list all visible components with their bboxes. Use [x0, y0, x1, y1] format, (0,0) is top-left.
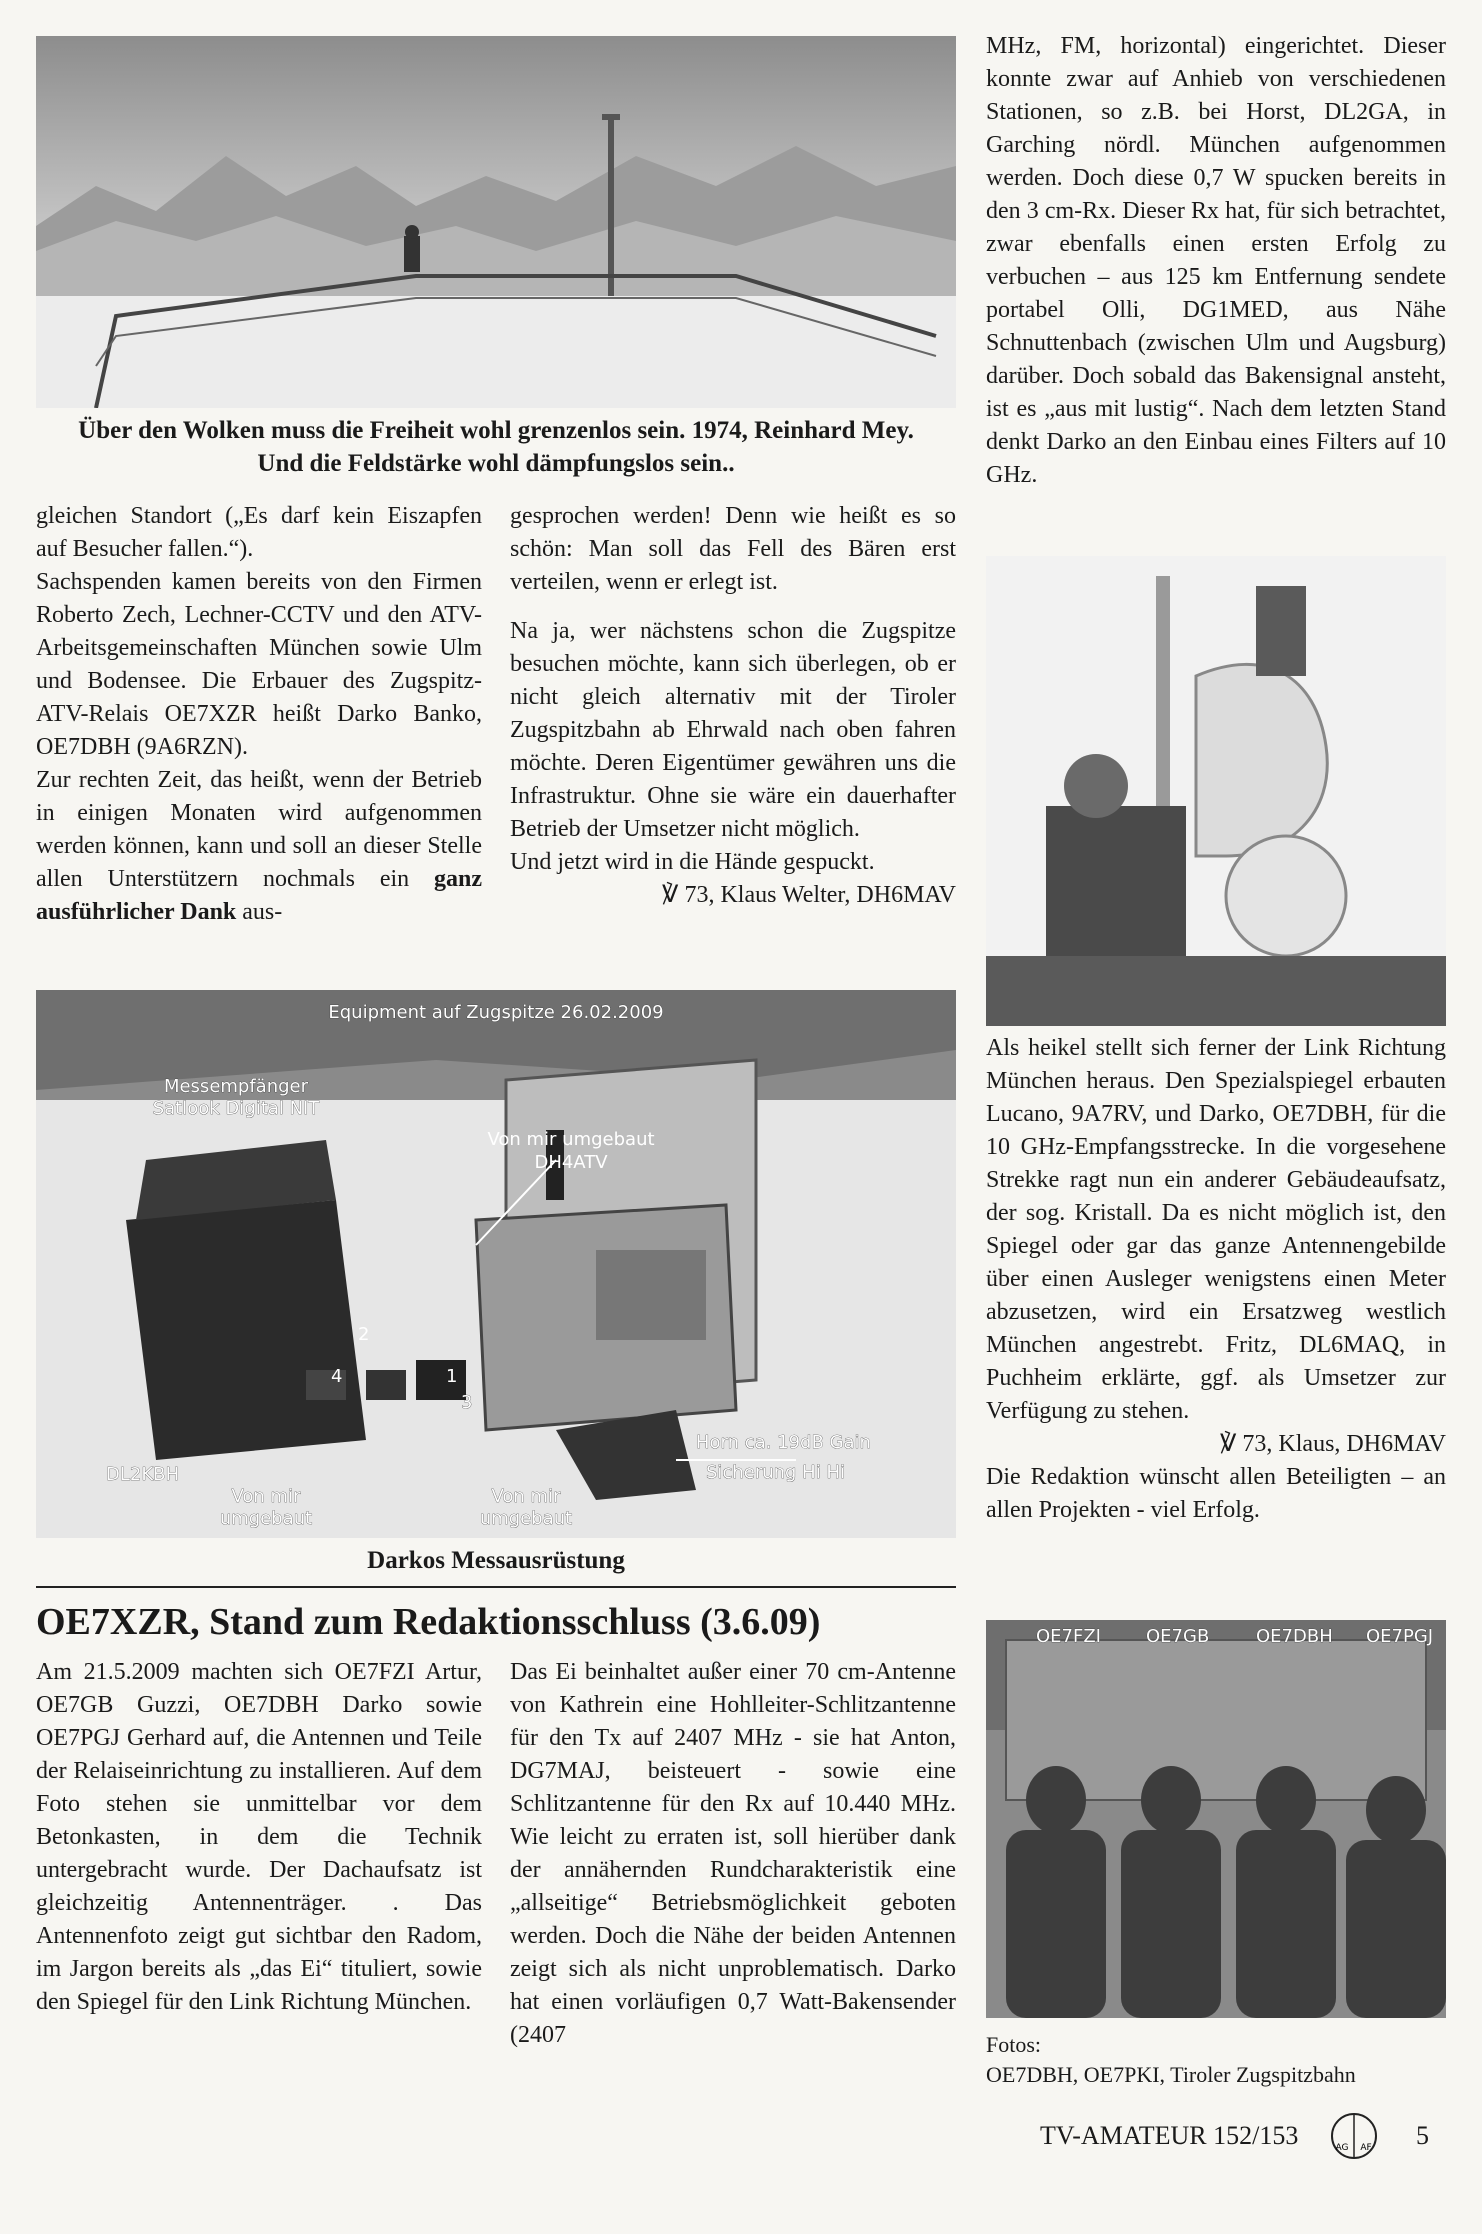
right-paragraph-2: Als heikel stellt sich ferner der Link Richtung München heraus. Den Spezialspiegel erbauten Lucano, 9A7RV, und Darko, OE7DBH, für die 10 GHz-Empfangsstrecke. In die vorgesehene Strekke ragt nun ein anderer Gebäudeaufsatz, der sog. Kristall. Da es nicht möglich ist, den Spiegel oder gar das ganze Antennengebilde über einen Ausleger wenigstens einen Meter abzusetzen, wird ein Ersatzweg westlich München angestrebt. Fritz, DL6MAQ, in Puchheim erklärte, ggf. als Umsetzer zur Verfügung zu stehen.	[986, 1035, 1446, 1424]
overlay-number-1: 1	[446, 1366, 458, 1387]
left-paragraph-3: Zur rechten Zeit, das heißt, wenn der Betrieb in einigen Monaten wird aufgenommen werden können, kann und soll an dieser Stelle allen Unterstützern nochmals ein ganz ausführlicher Dank aus-	[36, 767, 482, 925]
photo-credits	[986, 2030, 1446, 2090]
page-number: 5	[1416, 2121, 1429, 2150]
photo-caption-line2: Und die Feldstärke wohl dämpfungslos sein..	[257, 450, 735, 477]
overlay-number-2: 2	[358, 1324, 370, 1345]
left-paragraph-1: gleichen Standort („Es darf kein Eiszapfen auf Besucher fallen.“).	[36, 503, 482, 562]
agaf-logo	[1330, 2112, 1378, 2160]
mid-signature: ℣ 73, Klaus Welter, DH6MAV	[662, 882, 956, 908]
antenna-photo	[986, 556, 1446, 1026]
right-column-top: MHz, FM, horizontal) eingerichtet. Dieser konnte zwar auf Anhieb von verschiedenen Stationen, so z.B. bei Horst, DL2GA, in Garching nördl. München aufgenommen werden. Doch diese 0,7 W spucken bereits in den 3 cm-Rx. Dieser Rx hat, für sich betrachtet, zwar ebenfalls einen ersten Erfolg zu verbuchen – aus 125 km Entfernung sendete portabel Olli, DG1MED, aus Nähe Schnuttenbach (zwischen Ulm und Augsburg) darüber. Doch sobald das Bakensignal ansteht, ist es „aus mit lustig“. Nach dem letzten Stand denkt Darko an den Einbau eines Filters auf 10 GHz.	[986, 33, 1446, 488]
group-label-3: OE7DBH	[1256, 1626, 1333, 1647]
overlay-callsign: DL2KBH	[106, 1464, 180, 1485]
overlay-number-3: 3	[461, 1392, 473, 1413]
equipment-photo	[36, 990, 956, 1538]
middle-column	[510, 500, 956, 912]
overlay-receiver-2: Satlook Digital NIT	[152, 1098, 320, 1119]
left-paragraph-2: Sachspenden kamen bereits von den Firmen Roberto Zech, Lechner-CCTV und den ATV-Arbeitsgemeinschaften München sowie Ulm und Bodensee. Die Erbauer des Zugspitz-ATV-Relais OE7XZR heißt Darko Banko, OE7DBH (9A6RZN).	[36, 569, 482, 760]
section-heading: OE7XZR, Stand zum Redaktionsschluss (3.6.09)	[36, 1601, 821, 1643]
mid-paragraph-1: gesprochen werden! Denn wie heißt es so schön: Man soll das Fell des Bären erst verteilen, wenn er erlegt ist.	[510, 503, 956, 595]
overlay-modified-1: Von mir umgebaut	[487, 1129, 655, 1150]
left-column	[36, 500, 482, 929]
group-photo	[986, 1620, 1446, 2018]
mid-paragraph-2: Na ja, wer nächstens schon die Zugspitze besuchen möchte, kann sich überlegen, ob er nicht gleich alternativ mit der Tiroler Zugspitzbahn ab Ehrwald nach oben fahren möchte. Deren Eigentümer gewähren uns die Infrastruktur. Ohne sie wäre ein dauerhafter Betrieb der Umsetzer nicht möglich.	[510, 618, 956, 842]
section-left-column: Am 21.5.2009 machten sich OE7FZI Artur, OE7GB Guzzi, OE7DBH Darko sowie OE7PGJ Gerhard auf, die Antennen und Teile der Relaiseinrichtung zu installieren. Auf dem Foto stehen sie unmittelbar vor dem Betonkasten, in dem die Technik untergebracht wurde. Der Dachaufsatz ist gleichzeitig Antennenträger. . Das Antennenfoto zeigt gut sichtbar den Radom, im Jargon bereits als „das Ei“ tituliert, sowie den Spiegel für den Link Richtung München.	[36, 1659, 482, 2015]
overlay-number-4: 4	[331, 1366, 343, 1387]
group-label-1: OE7FZI	[1036, 1626, 1101, 1647]
credits-names: OE7DBH, OE7PKI, Tiroler Zugspitzbahn	[986, 2062, 1356, 2087]
overlay-horn: Horn ca. 19dB Gain	[696, 1432, 871, 1453]
right-paragraph-3: Die Redaktion wünscht allen Beteiligten – an allen Projekten - viel Erfolg.	[986, 1464, 1446, 1523]
logo-text-af: AF	[1360, 2143, 1372, 2153]
overlay-vonmir-a1: Von mir	[231, 1486, 301, 1507]
right-column-middle	[986, 1032, 1446, 1527]
equipment-caption: Darkos Messausrüstung	[367, 1547, 625, 1574]
mid-paragraph-3: Und jetzt wird in die Hände gespuckt.	[510, 849, 875, 875]
group-label-4: OE7PGJ	[1366, 1626, 1434, 1647]
overlay-modified-2: DH4ATV	[534, 1152, 608, 1173]
logo-text-ag: AG	[1335, 2143, 1349, 2153]
mountain-photo	[36, 36, 956, 408]
photo-caption-line1: Über den Wolken muss die Freiheit wohl grenzenlos sein. 1974, Reinhard Mey.	[78, 417, 914, 444]
overlay-vonmir-b2: umgebaut	[479, 1508, 573, 1529]
overlay-fuse: Sicherung Hi Hi	[706, 1462, 845, 1483]
overlay-receiver-1: Messempfänger	[163, 1076, 309, 1097]
credits-label: Fotos:	[986, 2032, 1042, 2057]
section-middle-column: Das Ei beinhaltet außer einer 70 cm-Antenne von Kathrein eine Hohlleiter-Schlitzantenne für den Tx auf 2407 MHz - sie hat Anton, DG7MAJ, beisteuert - sowie eine Schlitzantenne für den Rx auf 10.440 MHz. Wie leicht zu erraten ist, soll hierüber dank der annähernden Rundcharakteristik eine „allseitige“ Betriebsmöglichkeit geboten werden. Doch die Nähe der beiden Antennen zeigt sich als nicht unproblematisch. Darko hat einen vorläufigen 0,7 Watt-Bakensender (2407	[510, 1659, 956, 2048]
thanks-bold: ganz ausführlicher Dank	[36, 866, 482, 925]
overlay-title: Equipment auf Zugspitze 26.02.2009	[328, 1002, 664, 1023]
section-rule	[36, 1586, 956, 1588]
overlay-vonmir-a2: umgebaut	[219, 1508, 313, 1529]
footer-magazine: TV-AMATEUR 152/153	[1040, 2121, 1299, 2150]
group-label-2: OE7GB	[1146, 1626, 1210, 1647]
right-signature: ℣ 73, Klaus, DH6MAV	[1220, 1431, 1446, 1457]
overlay-vonmir-b1: Von mir	[491, 1486, 561, 1507]
